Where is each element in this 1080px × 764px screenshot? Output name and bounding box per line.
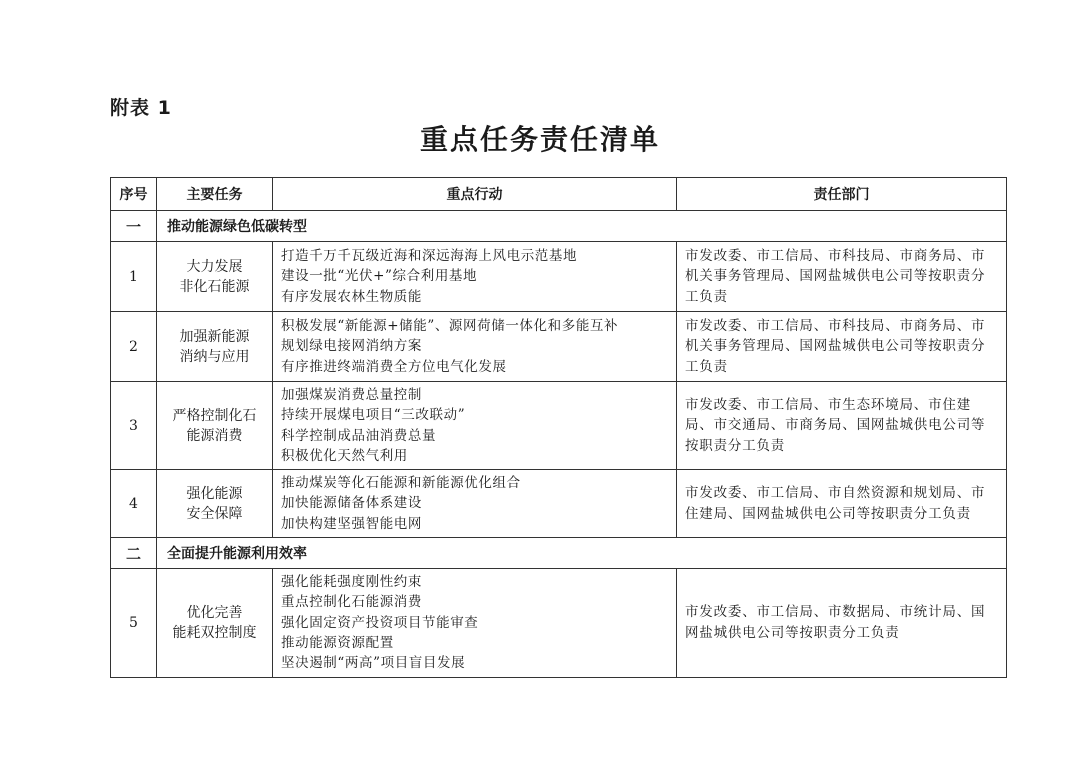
table-row (111, 569, 1007, 677)
main-task-line: 大力发展 (186, 258, 243, 275)
main-task-line: 非化石能源 (179, 278, 250, 295)
section-row (111, 538, 1007, 569)
key-actions (273, 312, 677, 382)
action-item: 加强煤炭消费总量控制 (281, 387, 422, 403)
task-table (110, 177, 1007, 678)
key-actions (273, 569, 677, 677)
action-item: 重点控制化石能源消费 (281, 594, 422, 611)
key-actions (273, 242, 677, 312)
column-header-num: 序号 (111, 178, 157, 211)
responsible-departments: 市发改委、市工信局、市生态环境局、市住建局、市交通局、市商务局、国网盐城供电公司等按职责分工负责 (677, 382, 1007, 470)
action-item: 推动煤炭等化石能源和新能源优化组合 (281, 475, 521, 492)
action-item: 强化固定资产投资项目节能审查 (281, 614, 479, 631)
main-task-line: 严格控制化石 (172, 407, 257, 424)
main-task (157, 382, 273, 470)
row-number: 4 (111, 470, 157, 538)
table-row (111, 382, 1007, 470)
main-task-line: 能耗双控制度 (172, 624, 257, 641)
responsible-departments: 市发改委、市工信局、市数据局、市统计局、国网盐城供电公司等按职责分工负责 (677, 569, 1007, 677)
action-item: 有序推进终端消费全方位电气化发展 (281, 358, 507, 375)
main-task-line: 加强新能源 (179, 328, 250, 345)
row-number: 5 (111, 569, 157, 677)
section-title: 全面提升能源利用效率 (157, 538, 1007, 569)
main-task-line: 安全保障 (186, 505, 243, 522)
action-item: 有序发展农林生物质能 (281, 288, 422, 305)
key-actions (273, 470, 677, 538)
main-task (157, 242, 273, 312)
responsible-departments: 市发改委、市工信局、市科技局、市商务局、市机关事务管理局、国网盐城供电公司等按职责分工负责 (677, 242, 1007, 312)
action-item: 坚决遏制“两高”项目盲目发展 (281, 655, 466, 672)
table-row (111, 242, 1007, 312)
row-number: 1 (111, 242, 157, 312)
action-item: 推动能源资源配置 (281, 634, 394, 651)
page-title: 重点任务责任清单 (419, 123, 660, 156)
main-task-line: 强化能源 (186, 485, 243, 502)
action-item: 持续开展煤电项目“三改联动” (281, 407, 466, 424)
action-item: 加快能源储备体系建设 (281, 495, 422, 512)
column-header-dept: 责任部门 (677, 178, 1007, 211)
action-item: 科学控制成品油消费总量 (281, 427, 437, 444)
table-header-row (111, 178, 1007, 211)
section-row (111, 211, 1007, 242)
section-number: 二 (111, 538, 157, 569)
row-number: 2 (111, 312, 157, 382)
annex-label: 附表 1 (110, 97, 172, 119)
main-task-line: 消纳与应用 (179, 348, 250, 365)
row-number: 3 (111, 382, 157, 470)
main-task-line: 能源消费 (186, 427, 243, 444)
section-number: 一 (111, 211, 157, 242)
responsible-departments: 市发改委、市工信局、市科技局、市商务局、市机关事务管理局、国网盐城供电公司等按职责分工负责 (677, 312, 1007, 382)
column-header-task: 主要任务 (157, 178, 273, 211)
main-task (157, 569, 273, 677)
action-item: 积极发展“新能源+储能”、源网荷储一体化和多能互补 (281, 318, 619, 335)
main-task (157, 312, 273, 382)
section-title: 推动能源绿色低碳转型 (157, 211, 1007, 242)
action-item: 积极优化天然气利用 (281, 447, 408, 464)
action-item: 打造千万千瓦级近海和深远海海上风电示范基地 (281, 248, 578, 265)
table-row (111, 470, 1007, 538)
action-item: 强化能耗强度刚性约束 (281, 574, 422, 591)
key-actions (273, 382, 677, 470)
action-item: 规划绿电接网消纳方案 (281, 338, 422, 355)
action-item: 加快构建坚强智能电网 (281, 515, 422, 532)
main-task-line: 优化完善 (186, 604, 243, 621)
action-item: 建设一批“光伏+”综合利用基地 (281, 268, 478, 285)
column-header-actions: 重点行动 (273, 178, 677, 211)
main-task (157, 470, 273, 538)
responsible-departments: 市发改委、市工信局、市自然资源和规划局、市住建局、国网盐城供电公司等按职责分工负责 (677, 470, 1007, 538)
table-row (111, 312, 1007, 382)
